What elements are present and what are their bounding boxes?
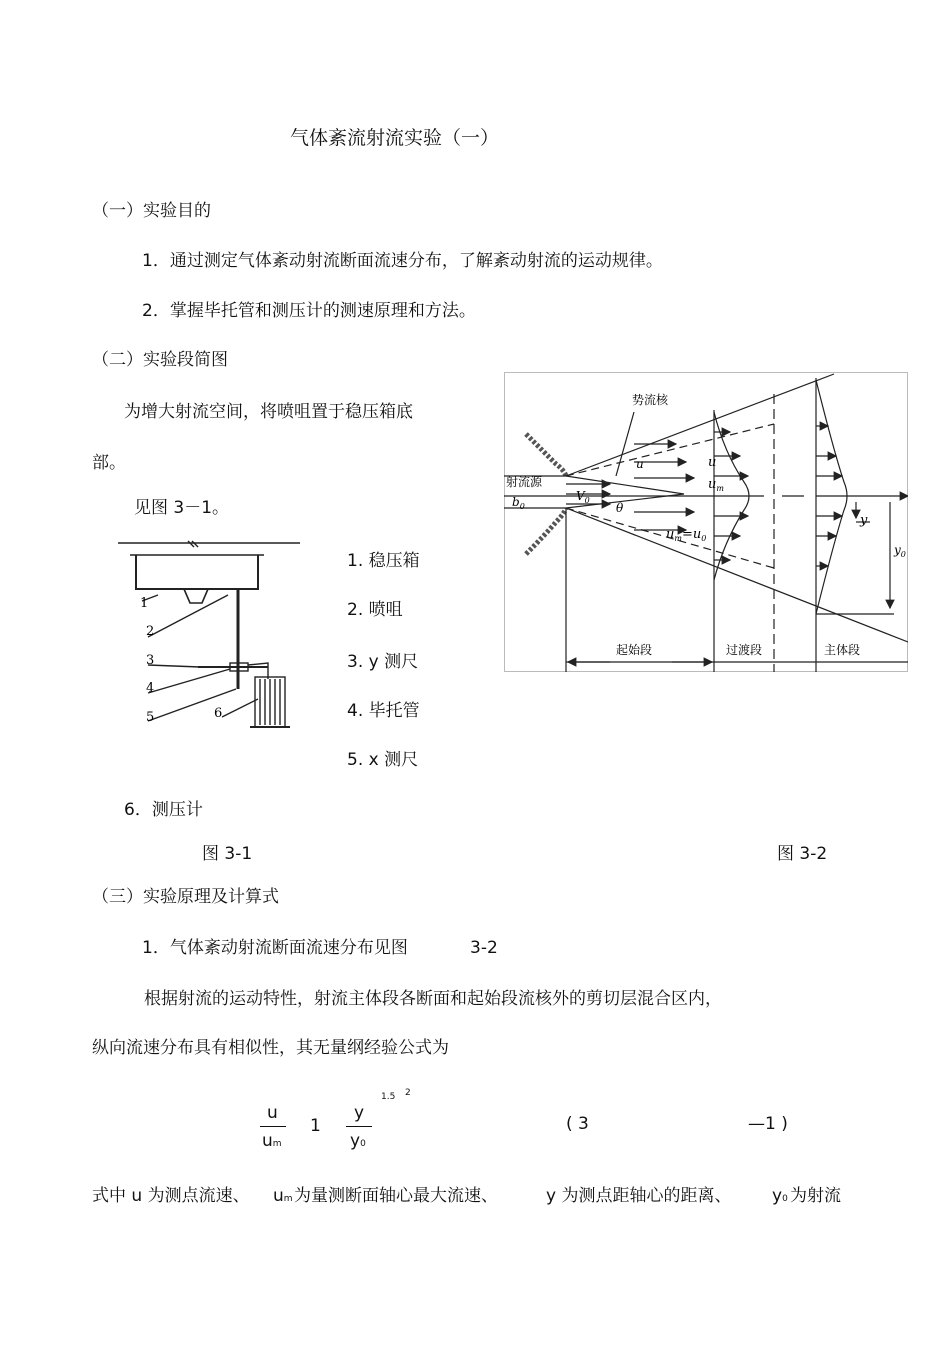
desc-part-1: 式中 u 为测点流速、 — [92, 1186, 250, 1206]
formula-fraction-bar-2 — [346, 1126, 372, 1127]
figure-3-2 — [504, 372, 908, 672]
legend-item-3: 3. y 测尺 — [347, 652, 419, 672]
formula-number-right: —1 ) — [748, 1114, 788, 1134]
fig2-y0-label: $y_0$ — [894, 543, 906, 559]
desc-y0: y0 — [772, 1186, 788, 1206]
fig2-v0-label: $V_0$ — [576, 489, 590, 505]
desc-part-2: 为量测断面轴心最大流速、 — [294, 1186, 498, 1206]
legend-item-6: 6．测压计 — [124, 800, 203, 820]
principle-item-1-ref: 3-2 — [470, 938, 498, 958]
section-heading-purpose: （一）实验目的 — [92, 201, 211, 221]
figure-3-2-caption: 图 3-2 — [777, 844, 828, 864]
legend-item-4: 4. 毕托管 — [347, 701, 420, 721]
legend-item-5: 5. x 测尺 — [347, 750, 419, 770]
principle-item-1: 1．气体紊动射流断面流速分布见图 — [142, 938, 408, 958]
purpose-item-1: 1．通过测定气体紊动射流断面流速分布，了解紊动射流的运动规律。 — [142, 251, 663, 271]
fig2-seg-main-label: 主体段 — [824, 643, 861, 657]
fig1-label-4: 4 — [146, 681, 155, 696]
fig2-um-label: $u_m$ — [708, 477, 724, 493]
formula-number-left: ( 3 — [566, 1114, 589, 1134]
legend-item-1: 1. 稳压箱 — [347, 551, 420, 571]
fig2-source-label: 射流源 — [506, 475, 543, 489]
desc-um: um — [273, 1186, 293, 1206]
principle-paragraph-line1: 根据射流的运动特性，射流主体段各断面和起始段流核外的剪切层混合区内， — [144, 989, 722, 1009]
fig1-label-2: 2 — [146, 624, 155, 639]
purpose-item-2: 2．掌握毕托管和测压计的测速原理和方法。 — [142, 301, 476, 321]
setup-paragraph-line3: 见图 3－1。 — [134, 498, 230, 518]
figure-3-1-caption: 图 3-1 — [202, 844, 253, 864]
section-heading-diagram: （二）实验段简图 — [92, 350, 228, 370]
fig2-seg-transition-label: 过渡段 — [726, 643, 763, 657]
formula-one: 1 — [310, 1116, 321, 1136]
fig1-label-5: 5 — [146, 710, 155, 725]
fig2-y-label: y — [860, 513, 868, 528]
fig2-um-eq-label: $u_m=u_0$ — [666, 527, 707, 543]
setup-paragraph-line1: 为增大射流空间，将喷咀置于稳压箱底 — [124, 402, 413, 422]
page-title: 气体紊流射流实验（一） — [290, 127, 500, 149]
formula-numerator-y: y — [354, 1103, 365, 1123]
fig2-u-label: u — [636, 457, 644, 471]
fig2-b0-label: $b_0$ — [512, 495, 525, 511]
fig2-theta-label: θ — [616, 501, 624, 515]
figure-3-1 — [118, 539, 300, 741]
formula-fraction-bar-1 — [260, 1126, 286, 1127]
fig2-core-label: 势流核 — [632, 393, 669, 407]
fig1-label-3: 3 — [146, 653, 155, 668]
fig2-u-section-label: u — [708, 455, 717, 470]
desc-part-3: y 为测点距轴心的距离、 — [546, 1186, 732, 1206]
legend-item-2: 2. 喷咀 — [347, 600, 403, 620]
setup-paragraph-line2: 部。 — [92, 453, 126, 473]
formula-denominator-y0: y0 — [350, 1131, 366, 1151]
fig1-label-6: 6 — [214, 706, 223, 721]
fig2-seg-start-label: 起始段 — [616, 643, 653, 657]
principle-paragraph-line2: 纵向流速分布具有相似性，其无量纲经验公式为 — [92, 1038, 449, 1058]
formula-exponent-outer: 2 — [405, 1088, 411, 1098]
section-heading-principle: （三）实验原理及计算式 — [92, 887, 279, 907]
formula-denominator-um: um — [262, 1131, 282, 1151]
fig1-label-1: 1 — [140, 596, 149, 611]
formula-numerator-u: u — [267, 1103, 278, 1123]
formula-exponent-inner: 1.5 — [381, 1092, 396, 1102]
desc-part-4: 为射流 — [790, 1186, 841, 1206]
